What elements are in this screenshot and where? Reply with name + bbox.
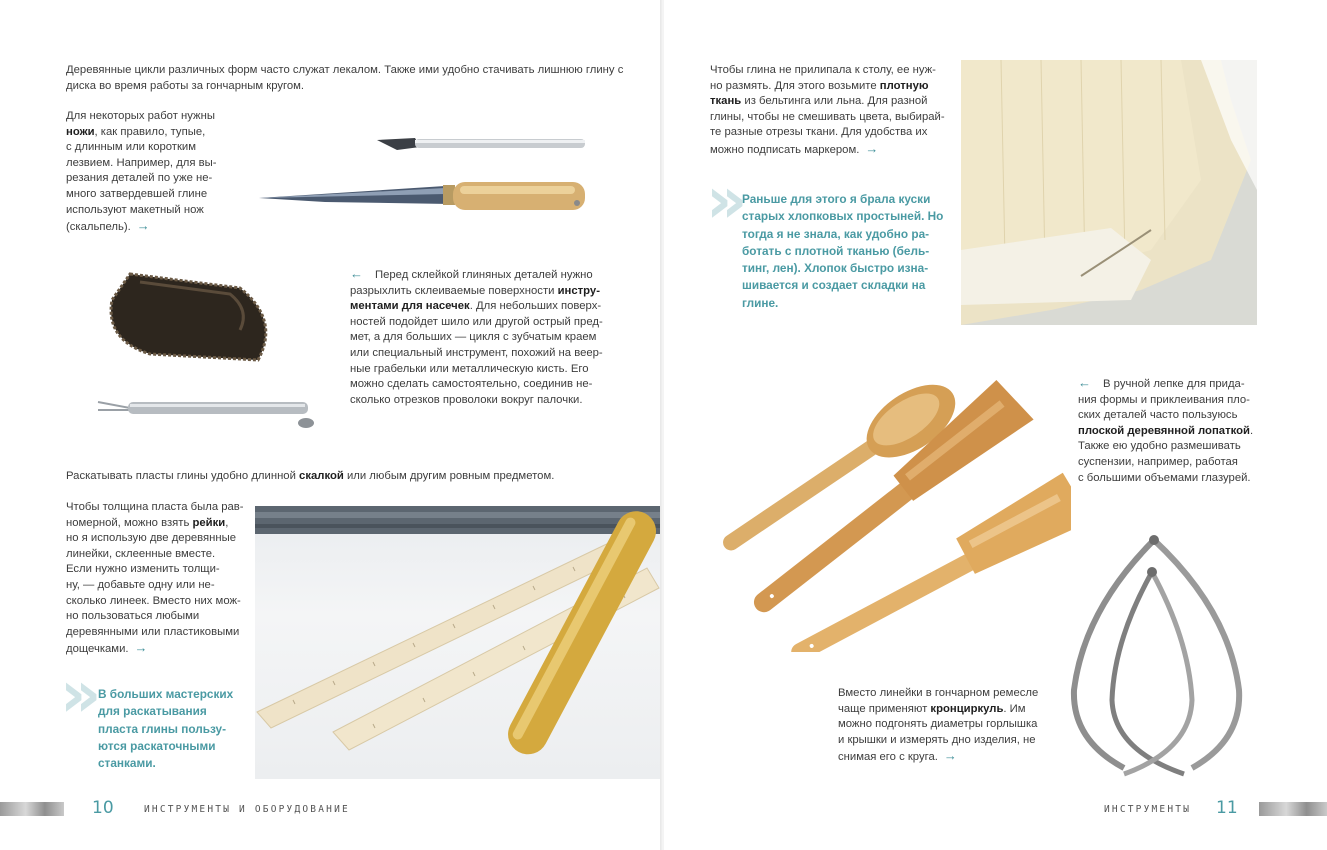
rolling-text: Раскатывать пласты глины удобно длинной скалкой или любым другим ровным предметом. — [66, 470, 555, 482]
scoring-text: ← Перед склейкой глиняных деталей нужно разрыхлить склеиваемые поверхности инстру- ментами для насечек. Для небольших поверх- ностей подойдет шило или другой острый пред- мет, а для больших — цикля с зубчатым краем или специальный инструмент, похожий на веер- ные грабельки или металлическую кисть. Его можно сделать самостоятельно, соединив не- сколько отрезков проволоки вокруг палочки. — [350, 266, 603, 406]
rulers-rolling-pin-photo — [255, 506, 660, 779]
left-quote: В больших мастерских для раскатывания пласта глины пользу- ются раскаточными станками. — [98, 687, 234, 771]
slats-text: Чтобы толщина пласта была рав- номерной, можно взять рейки, но я использую две деревянные линейки, склеенные вместе. Если нужно изменить толщи- ну, — добавьте одну или не- сколько линеек. Вместо них мож- но пользоваться любыми деревянными или пластиковыми дощечками. → — [66, 501, 244, 656]
wooden-spatulas-photo — [706, 352, 1071, 652]
arrow-right-icon: → — [943, 748, 957, 764]
quote-mark-icon: » — [706, 164, 738, 238]
arrow-right-icon: → — [134, 640, 148, 656]
caliper-text: Вместо линейки в гончарном ремесле чаще применяют кронциркуль. Им можно подгонять диаметры горлышка и крышки и измерять дно изделия, не снимая его с круга. → — [838, 687, 1039, 764]
footer-decoration — [1259, 802, 1327, 816]
arrow-right-icon: → — [136, 218, 150, 234]
caliper-photo — [1064, 530, 1254, 778]
page-number: 10 — [92, 798, 114, 818]
knives-photo — [255, 128, 595, 218]
page-number: 11 — [1216, 798, 1238, 818]
spatula-text: ← В ручной лепке для прида- ния формы и приклеивания пло- ских деталей часто пользуюсь плоской деревянной лопаткой. Также ею удобно размешивать суспензии, например, работая с большими объемами глазурей. — [1078, 375, 1254, 484]
arrow-left-icon: ← — [350, 266, 363, 281]
cloth-text: Чтобы глина не прилипала к столу, ее нуж- но размять. Для этого возьмите плотную ткань из бельтинга или льна. Для разной глины, чтобы не смешивать цвета, выбирай- те разные отрезы ткани. Для удобства их можно подписать маркером. → — [710, 64, 945, 156]
cloth-photo — [961, 60, 1257, 325]
running-title: ИНСТРУМЕНТЫ И ОБОРУДОВАНИЕ — [144, 804, 350, 815]
quote-mark-icon: » — [60, 658, 92, 732]
arrow-left-icon: ← — [1078, 375, 1091, 390]
running-title: ИНСТРУМЕНТЫ — [1104, 804, 1192, 815]
left-page — [0, 0, 662, 850]
arrow-right-icon: → — [865, 140, 879, 156]
right-quote: Раньше для этого я брала куски старых хлопковых простыней. Но тогда я не знала, как удобно ра- ботать с плотной тканью (бель- тинг, лен). Хлопок быстро изна- шивается и создает складки на глине. — [742, 192, 944, 310]
scoring-tools-photo — [90, 260, 320, 435]
footer-decoration — [0, 802, 64, 816]
right-page — [664, 0, 1327, 850]
knife-text: Для некоторых работ нужны ножи, как правило, тупые, с длинным или коротким лезвием. Например, для вы- резания деталей по уже не- много затвердевшей глине используют макетный нож (скальпель). → — [66, 110, 217, 234]
intro-text: Деревянные цикли различных форм часто служат лекалом. Также ими удобно стачивать лишнюю глину с диска во время работы за гончарным кругом. — [66, 64, 624, 92]
